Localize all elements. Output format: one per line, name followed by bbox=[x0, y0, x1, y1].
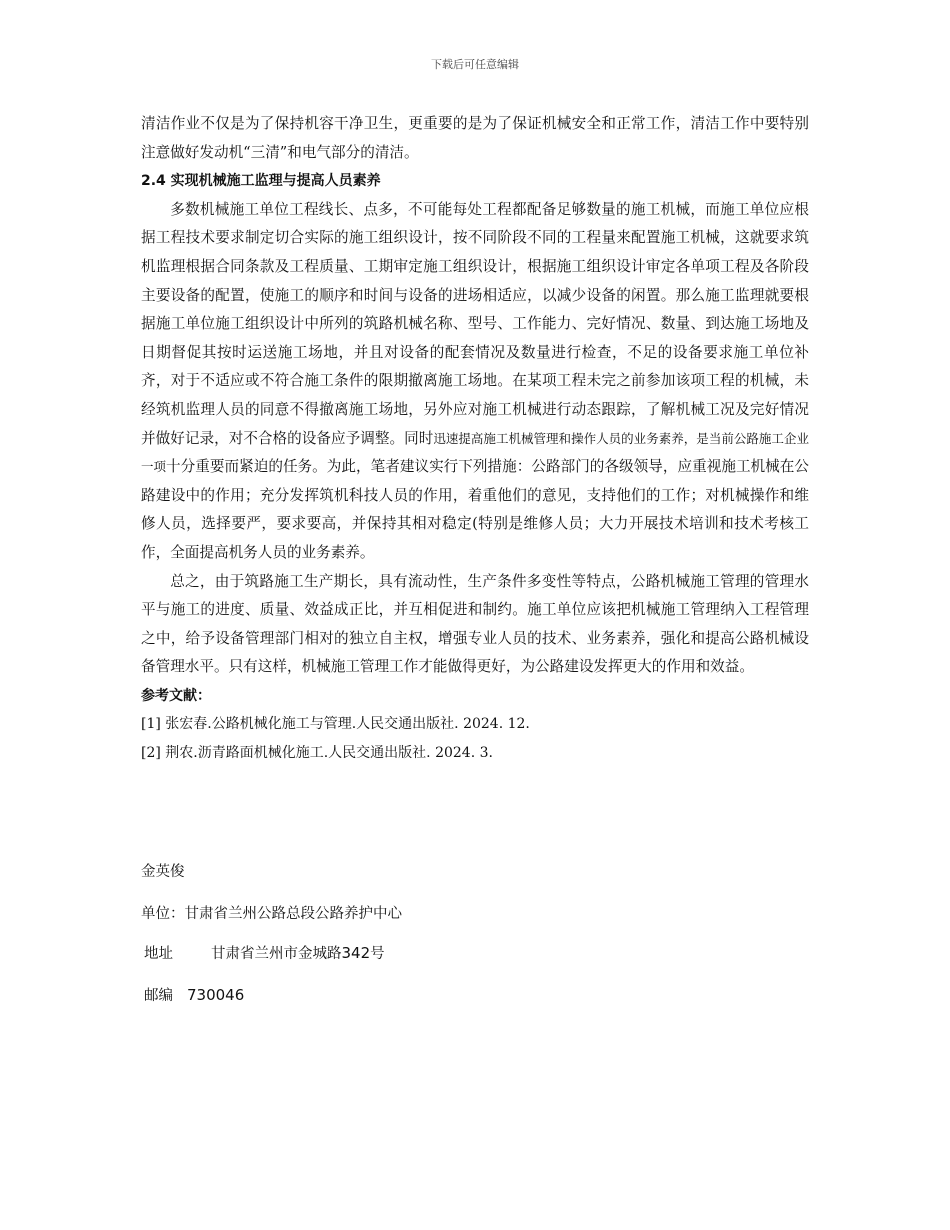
author-unit: 单位：甘肃省兰州公路总段公路养护中心 bbox=[141, 906, 402, 922]
section-heading: 2.4 实现机械施工监理与提高人员素养 bbox=[141, 173, 381, 190]
address-number: 342 bbox=[341, 944, 371, 962]
address-prefix: 甘肃省兰州市金城路 bbox=[211, 946, 342, 962]
author-postcode bbox=[141, 984, 244, 1005]
page-header-note: 下载后可任意编辑 bbox=[431, 58, 519, 71]
address-suffix: 号 bbox=[370, 946, 385, 962]
paragraph-supervision-text-3: 十分重要而紧迫的任务。为此，笔者建议实行下列措施：公路部门的各级领导，应重视施工机械在公路建设中的作用；充分发挥筑机科技人员的作用，着重他们的意见，支持他们的工作；对机械操作和维修人员，选择要严，要求要高，并保持其相对稳定(特别是维修人员；大力开展技术培训和技术考核工作，全面提高机务人员的业务素养。 bbox=[141, 458, 809, 561]
paragraph-cleaning: 清洁作业不仅是为了保持机容干净卫生，更重要的是为了保证机械安全和正常工作，清洁工作中要特别注意做好发动机“三清”和电气部分的清洁。 bbox=[141, 115, 809, 161]
paragraph-supervision-text-1: 多数机械施工单位工程线长、点多，不可能每处工程都配备足够数量的施工机械，而施工单位应根据工程技术要求制定切合实际的施工组织设计，按不同阶段不同的工程量来配置施工机械，这就要求筑机监理根据合同条款及工程质量、工期审定施工组织设计，根据施工组织设计审定各单项工程及各阶段主要设备的配置，使施工的顺序和时间与设备的进场相适应，以减少设备的闲置。那么施工监理就要根据施工单位施工组织设计中所列的筑路机械名称、型号、工作能力、完好情况、数量、到达施工场地及日期督促其按时运送施工场地，并且对设备的配套情况及数量进行检查，不足的设备要求施工单位补齐，对于不适应或不符合施工条件的限期撤离施工场地。在某项工程未完之前参加该项工程的机械，未经筑机监理人员的同意不得撤离施工场地，另外应对施工机械进行动态跟踪，了解机械工况及完好情况并做好记录，对不合格的设备应予调整。同时 bbox=[141, 200, 809, 447]
article-body bbox=[141, 110, 809, 768]
address-label: 地址 bbox=[144, 946, 173, 962]
reference-item: [1] 张宏春.公路机械化施工与管理.人民交通出版社. 2024. 12. bbox=[141, 716, 530, 733]
author-address bbox=[141, 942, 385, 963]
reference-item: [2] 荆农.沥青路面机械化施工.人民交通出版社. 2024. 3. bbox=[141, 745, 493, 762]
paragraph-supervision bbox=[141, 196, 809, 568]
postcode-label: 邮编 bbox=[144, 988, 173, 1004]
paragraph-supervision-text-2: 迅速提高施工机械管理和操作人员的业务素养，是当前公路施工企业一项 bbox=[141, 430, 809, 475]
postcode-value: 730046 bbox=[187, 986, 245, 1004]
author-name: 金英俊 bbox=[141, 864, 185, 880]
paragraph-conclusion: 总之，由于筑路施工生产期长，具有流动性，生产条件多变性等特点，公路机械施工管理的管理水平与施工的进度、质量、效益成正比，并互相促进和制约。施工单位应该把机械施工管理纳入工程管理之中，给予设备管理部门相对的独立自主权，增强专业人员的技术、业务素养，强化和提高公路机械设备管理水平。只有这样，机械施工管理工作才能做得更好，为公路建设发挥更大的作用和效益。 bbox=[141, 572, 809, 676]
references-title: 参考文献： bbox=[141, 687, 211, 704]
